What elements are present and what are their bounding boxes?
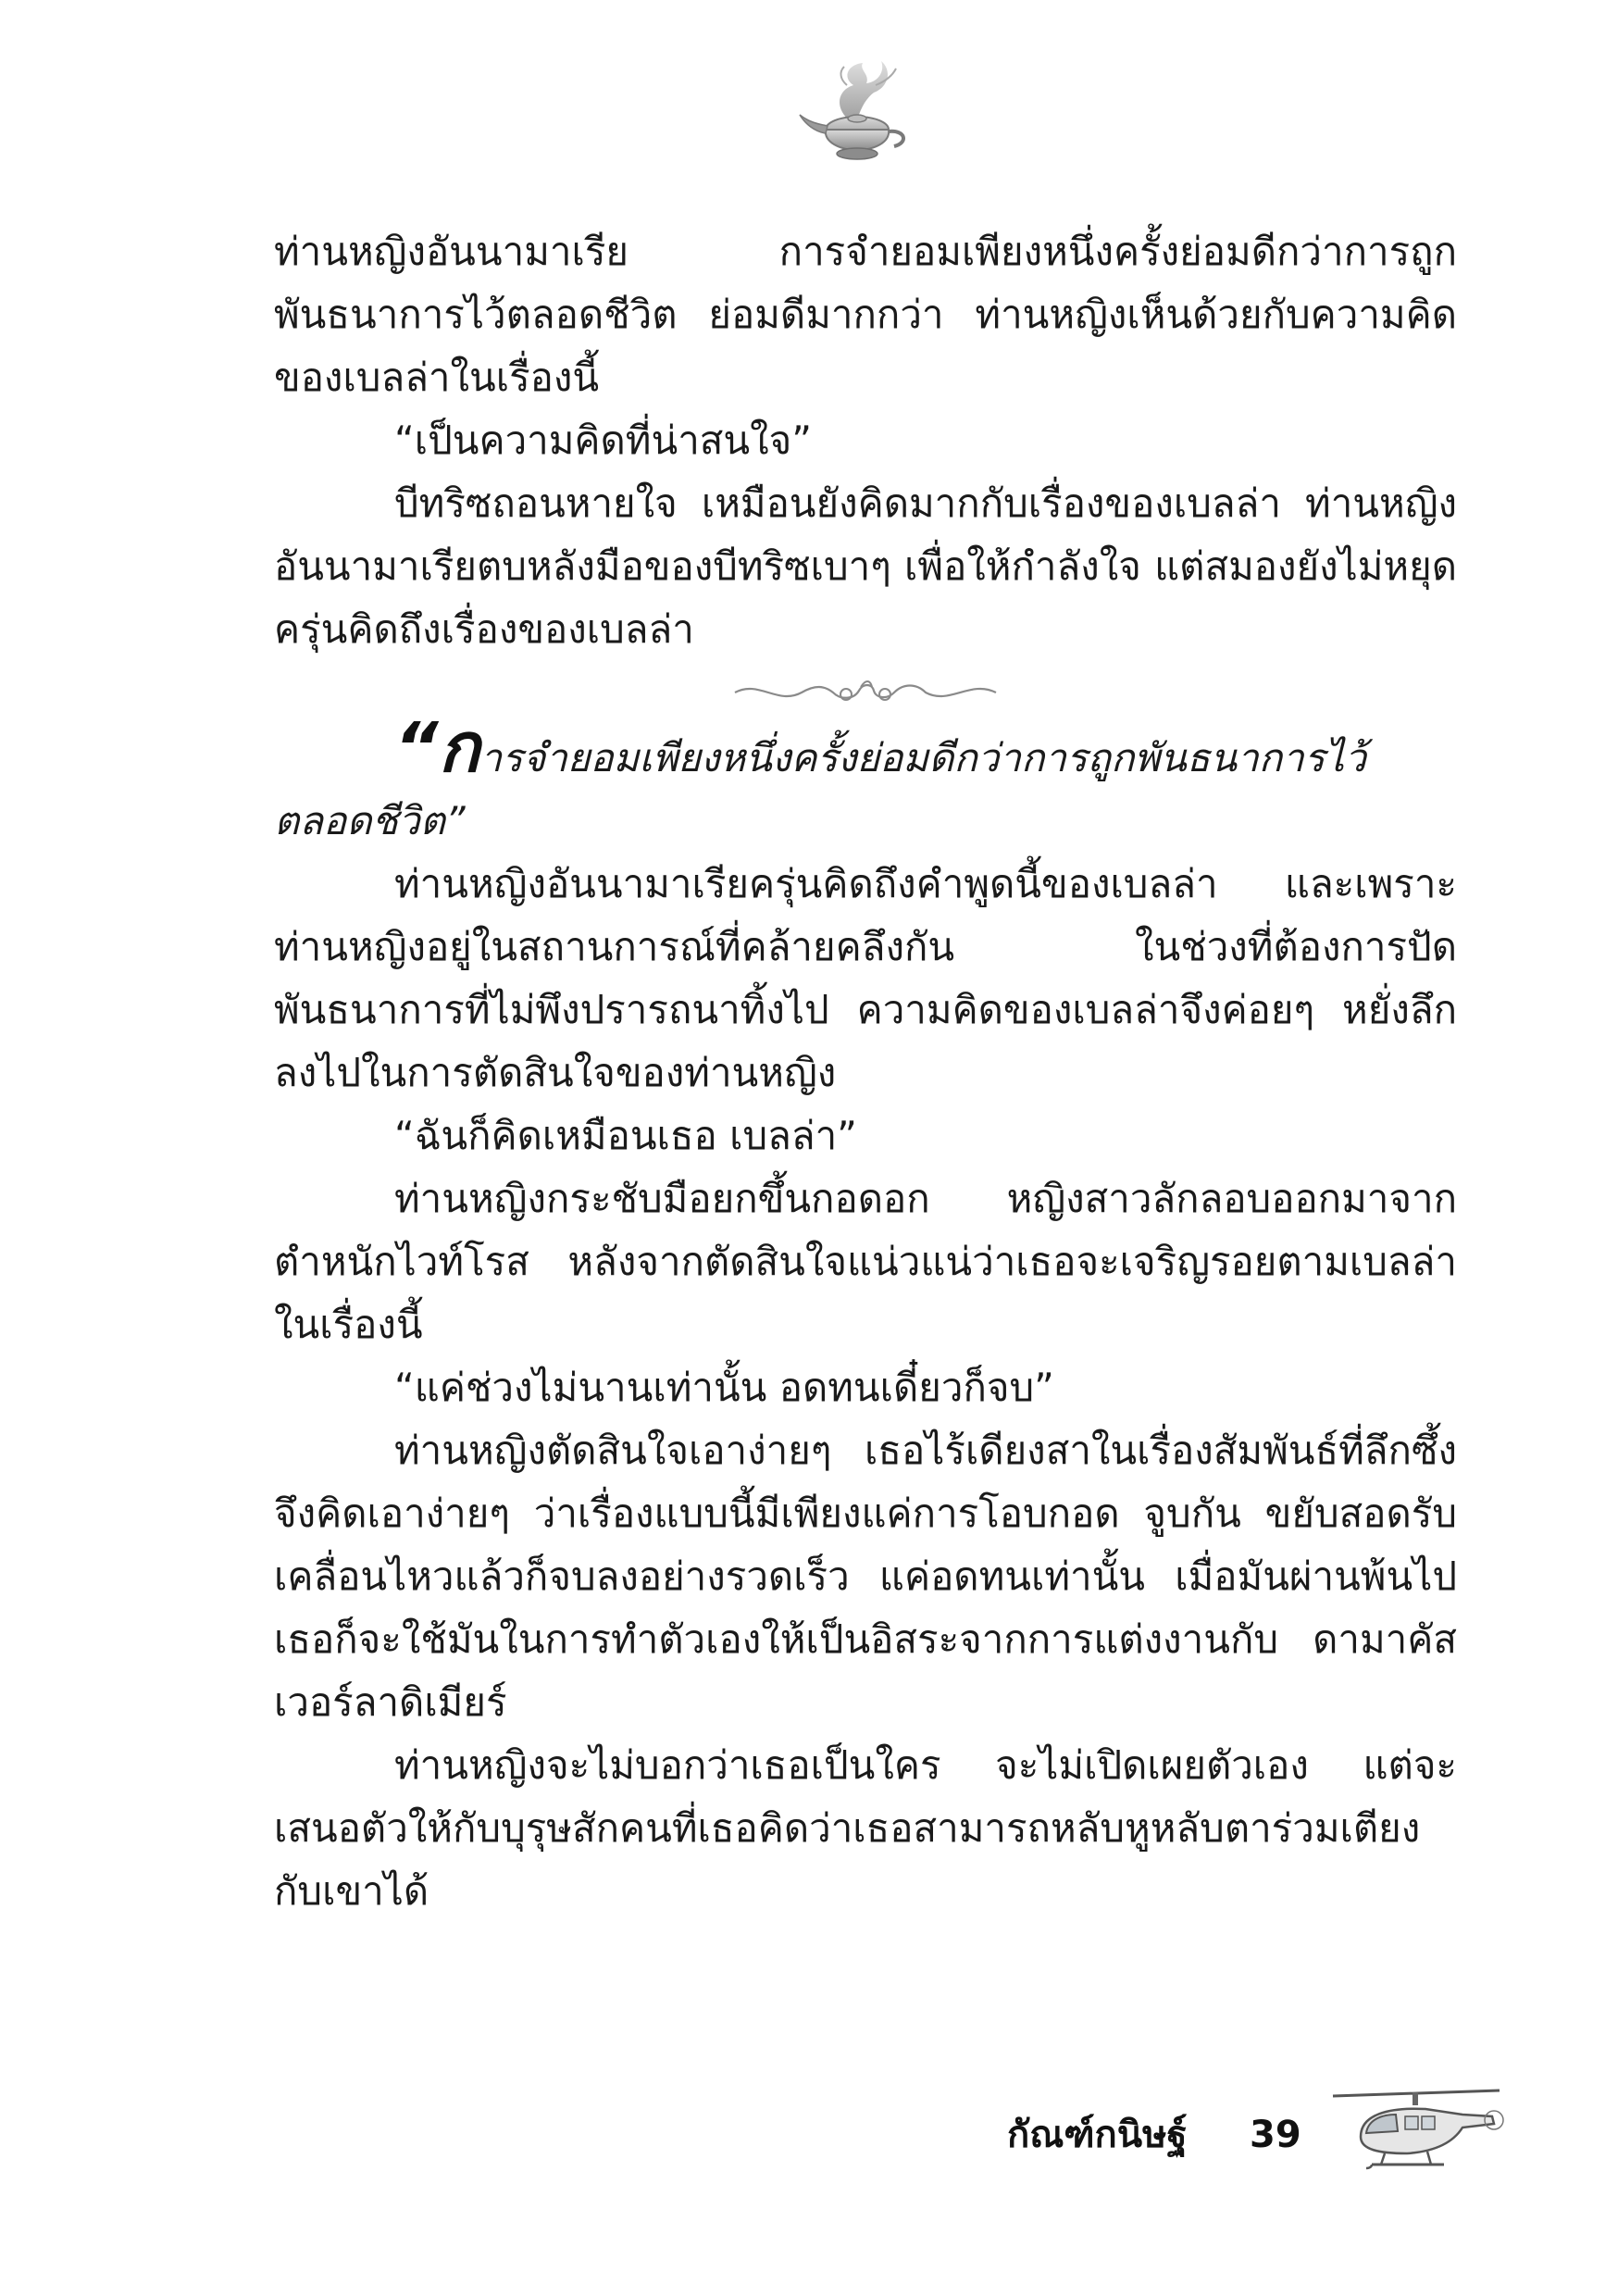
helicopter-illustration-icon	[1324, 2083, 1509, 2176]
paragraph: ท่านหญิงอันนามาเรียครุ่นคิดถึงคำพูดนี้ของเบลล่า และเพราะท่านหญิงอยู่ในสถานการณ์ที่คล้ายคลึงกัน ในช่วงที่ต้องการปัดพันธนาการที่ไม่พึงปรารถนาทิ้งไป ความคิดของเบลล่าจึงค่อยๆ หยั่งลึกลงไปในการตัดสินใจของท่านหญิง	[274, 861, 1457, 1095]
paragraph: ท่านหญิงกระชับมือยกขึ้นกอดอก หญิงสาวลักลอบออกมาจากตำหนักไวท์โรส หลังจากตัดสินใจแน่วแน่ว่าเธอจะเจริญรอยตามเบลล่าในเรื่องนี้	[274, 1176, 1457, 1347]
paragraph: ท่านหญิงอันนามาเรีย การจำยอมเพียงหนึ่งครั้งย่อมดีกว่าการถูกพันธนาการไว้ตลอดชีวิต ย่อมดีมากกว่า ท่านหญิงเห็นด้วยกับความคิดของเบลล่าในเรื่องนี้	[274, 229, 1457, 400]
epigraph-quote	[274, 708, 1457, 853]
flourish-divider-icon	[731, 674, 1000, 711]
paragraph: “แค่ช่วงไม่นานเท่านั้น อดทนเดี๋ยวก็จบ”	[394, 1365, 1054, 1410]
paragraph: “เป็นความคิดที่น่าสนใจ”	[394, 418, 813, 463]
book-title: กัณฑ์กนิษฐ์	[1007, 2114, 1188, 2156]
page-number: 39	[1250, 2114, 1301, 2156]
genie-lamp-logo-icon	[796, 57, 916, 164]
quote-dropcap: ก	[438, 708, 480, 788]
paragraph-group-top	[274, 220, 1457, 661]
page-footer	[953, 2083, 1509, 2185]
paragraph: “ฉันก็คิดเหมือนเธอ เบลล่า”	[394, 1113, 857, 1158]
page-body	[274, 220, 1457, 1923]
paragraph-group-bottom	[274, 853, 1457, 1923]
quote-text: ารจำยอมเพียงหนึ่งครั้งย่อมดีกว่าการถูกพันธนาการไว้ตลอดชีวิต”	[274, 735, 1366, 843]
paragraph: บีทริซถอนหายใจ เหมือนยังคิดมากกับเรื่องของเบลล่า ท่านหญิงอันนามาเรียตบหลังมือของบีทริซเบาๆ เพื่อให้กำลังใจ แต่สมองยังไม่หยุดครุ่นคิดถึงเรื่องของเบลล่า	[274, 480, 1457, 652]
quote-open-mark: “	[394, 708, 439, 788]
paragraph: ท่านหญิงจะไม่บอกว่าเธอเป็นใคร จะไม่เปิดเผยตัวเอง แต่จะเสนอตัวให้กับบุรุษสักคนที่เธอคิดว่าเธอสามารถหลับหูหลับตาร่วมเตียงกับเขาได้	[274, 1742, 1457, 1914]
paragraph: ท่านหญิงตัดสินใจเอาง่ายๆ เธอไร้เดียงสาในเรื่องสัมพันธ์ที่ลึกซึ้งจึงคิดเอาง่ายๆ ว่าเรื่องแบบนี้มีเพียงแค่การโอบกอด จูบกัน ขยับสอดรับเคลื่อนไหวแล้วก็จบลงอย่างรวดเร็ว แค่อดทนเท่านั้น เมื่อมันผ่านพ้นไปเธอก็จะใช้มันในการทำตัวเองให้เป็นอิสระจากการแต่งงานกับ ดามาคัสเวอร์ลาดิเมียร์	[274, 1428, 1457, 1725]
